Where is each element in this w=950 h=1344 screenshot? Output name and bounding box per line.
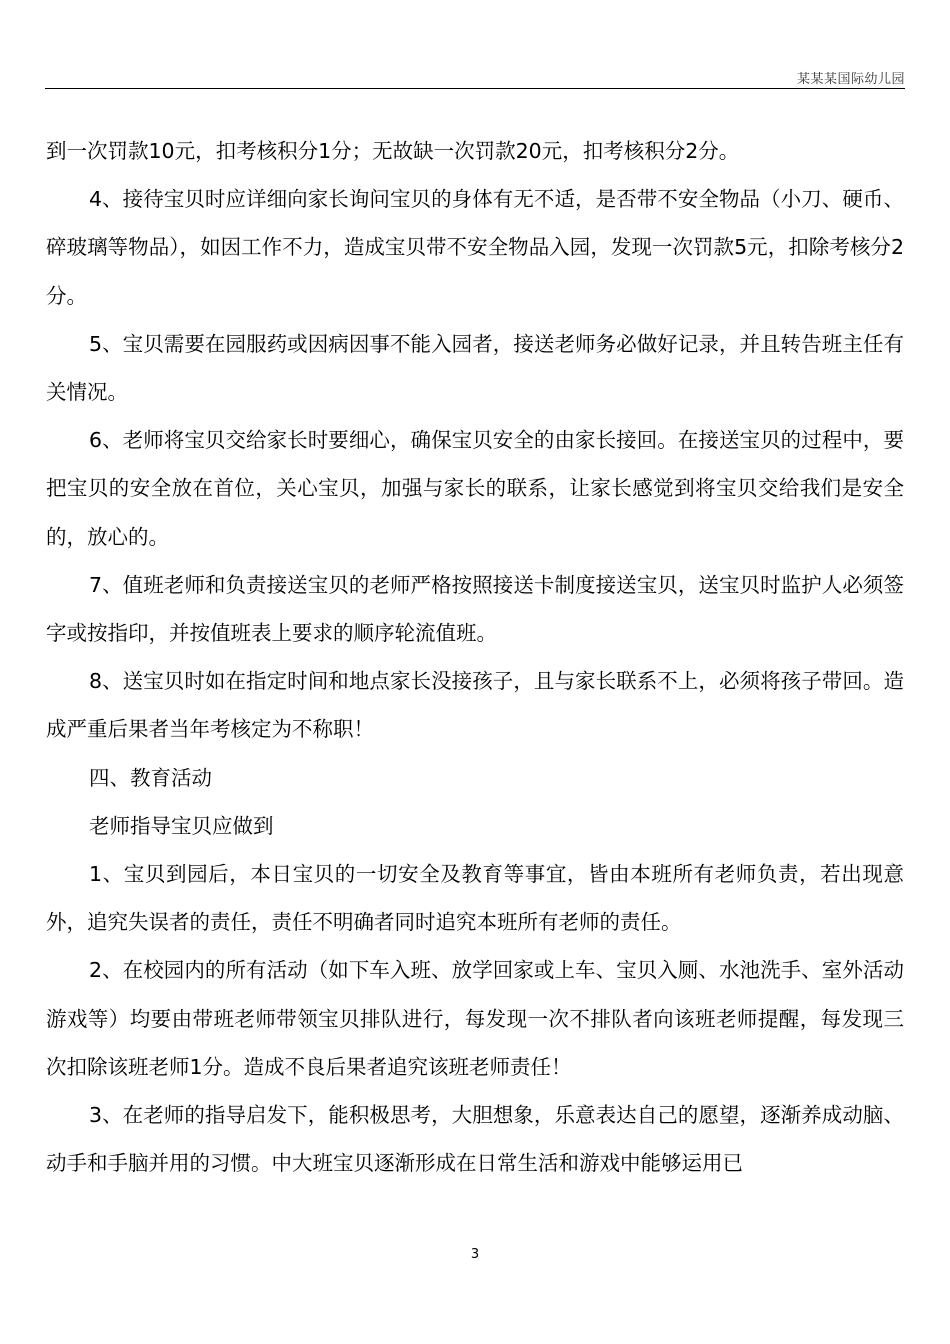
paragraph-item-6: 6、老师将宝贝交给家长时要细心，确保宝贝安全的由家长接回。在接送宝贝的过程中，要把宝贝的安全放在首位，关心宝贝，加强与家长的联系，让家长感觉到将宝贝交给我们是安全的，放心的。 [46, 428, 904, 549]
paragraph-edu-item-3: 3、在老师的指导启发下，能积极思考，大胆想象，乐意表达自己的愿望，逐渐养成动脑、动手和手脑并用的习惯。中大班宝贝逐渐形成在日常生活和游戏中能够运用已 [46, 1103, 904, 1176]
paragraph-item-5: 5、宝贝需要在园服药或因病因事不能入园者，接送老师务必做好记录，并且转告班主任有关情况。 [46, 331, 904, 405]
paragraph-edu-item-1: 1、宝贝到园后，本日宝贝的一切安全及教育等事宜，皆由本班所有老师负责，若出现意外，追究失误者的责任，责任不明确者同时追究本班所有老师的责任。 [46, 862, 904, 935]
page-number: 3 [470, 1247, 480, 1262]
header-org-name: 某某某国际幼儿园 [796, 72, 905, 87]
paragraph-edu-item-2: 2、在校园内的所有活动（如下车入班、放学回家或上车、宝贝入厕、水池洗手、室外活动游戏等）均要由带班老师带领宝贝排队进行，每发现一次不排队者向该班老师提醒，每发现三次扣除该班老师1分。造成不良后果者追究该班老师责任！ [46, 958, 904, 1079]
paragraph-continuation: 到一次罚款10元，扣考核积分1分；无故缺一次罚款20元，扣考核积分2分。 [46, 139, 740, 163]
section-subheading: 老师指导宝贝应做到 [89, 813, 274, 838]
header-divider [45, 88, 905, 89]
paragraph-item-8: 8、送宝贝时如在指定时间和地点家长没接孩子，且与家长联系不上，必须将孩子带回。造成严重后果者当年考核定为不称职！ [46, 669, 904, 742]
paragraph-item-7: 7、值班老师和负责接送宝贝的老师严格按照接送卡制度接送宝贝，送宝贝时监护人必须签字或按指印，并按值班表上要求的顺序轮流值班。 [46, 572, 904, 646]
document-body [46, 127, 904, 1187]
paragraph-item-4: 4、接待宝贝时应详细向家长询问宝贝的身体有无不适，是否带不安全物品（小刀、硬币、碎玻璃等物品），如因工作不力，造成宝贝带不安全物品入园，发现一次罚款5元，扣除考核分2分。 [46, 187, 904, 308]
section-heading: 四、教育活动 [89, 765, 212, 790]
